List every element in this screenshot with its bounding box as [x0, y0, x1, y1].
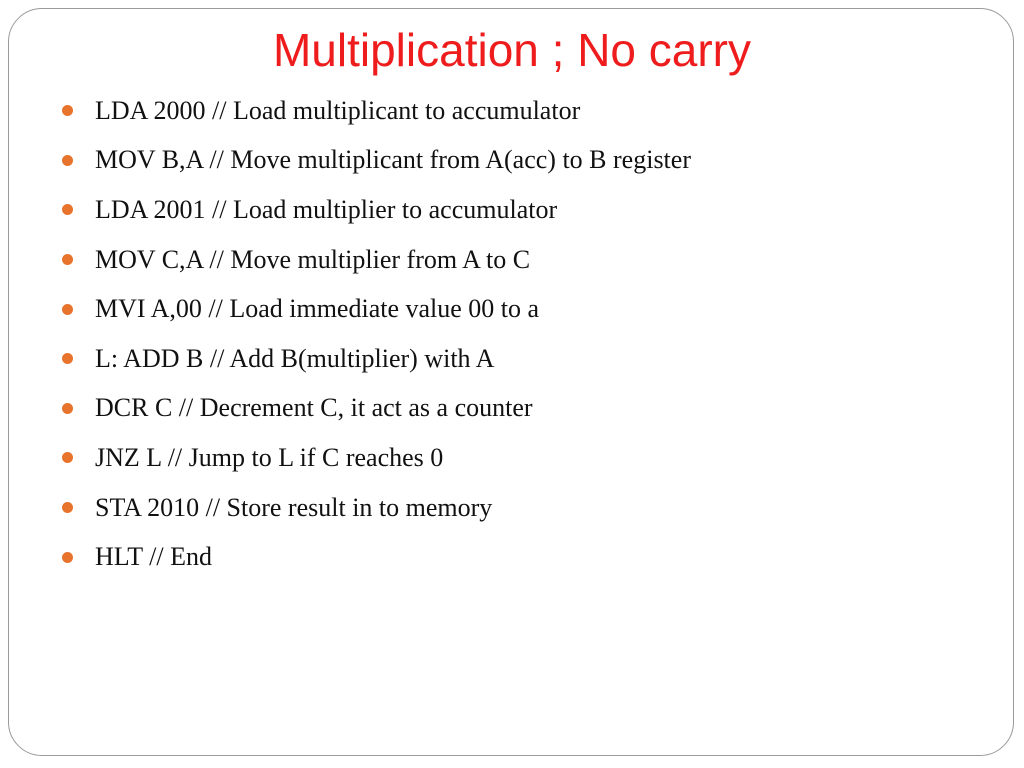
bullet-dot-icon [62, 552, 73, 563]
bullet-dot-icon [62, 353, 73, 364]
list-item-text: MOV B,A // Move multiplicant from A(acc) to B register [95, 145, 691, 175]
list-item [60, 136, 980, 186]
list-item-text: LDA 2000 // Load multiplicant to accumulator [95, 95, 581, 125]
list-item-text: MOV C,A // Move multiplier from A to C [95, 244, 531, 274]
list-item [60, 433, 980, 483]
list-item-text: MVI A,00 // Load immediate value 00 to a [95, 294, 540, 324]
bullet-dot-icon [62, 403, 73, 414]
bullet-dot-icon [62, 204, 73, 215]
list-item-text: JNZ L // Jump to L if C reaches 0 [95, 442, 444, 472]
bullet-dot-icon [62, 254, 73, 265]
list-item-text: DCR C // Decrement C, it act as a counter [95, 393, 533, 423]
list-item [60, 483, 980, 533]
list-item [60, 86, 980, 136]
slide-title: Multiplication ; No carry [272, 24, 752, 76]
bullet-dot-icon [62, 304, 73, 315]
bullet-dot-icon [62, 452, 73, 463]
bullet-dot-icon [62, 155, 73, 166]
list-item-text: STA 2010 // Store result in to memory [95, 492, 493, 522]
list-item [60, 185, 980, 235]
bullet-list [60, 86, 980, 582]
list-item [60, 235, 980, 285]
list-item-text: L: ADD B // Add B(multiplier) with A [95, 343, 495, 373]
bullet-dot-icon [62, 502, 73, 513]
list-item-text: HLT // End [95, 542, 213, 572]
bullet-dot-icon [62, 105, 73, 116]
list-item [60, 532, 980, 582]
list-item [60, 284, 980, 334]
list-item [60, 384, 980, 434]
list-item-text: LDA 2001 // Load multiplier to accumulator [95, 194, 558, 224]
list-item [60, 334, 980, 384]
